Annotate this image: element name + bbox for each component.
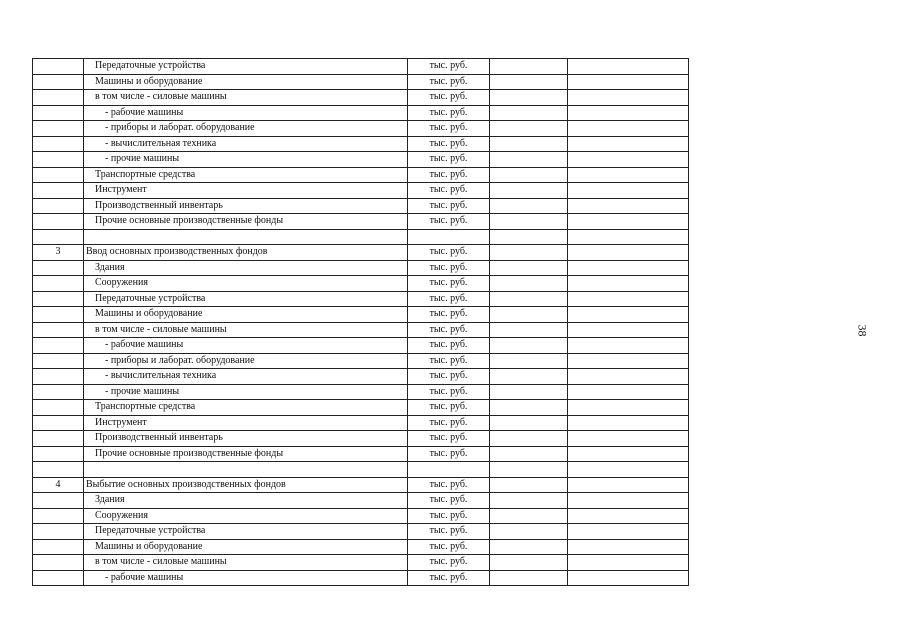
row-name-cell: Прочие основные производственные фонды	[84, 446, 408, 462]
row-value-cell-2	[568, 276, 689, 292]
table-row	[33, 105, 689, 121]
row-value-cell-2	[568, 322, 689, 338]
row-number-cell	[33, 322, 84, 338]
row-name-cell: Здания	[84, 493, 408, 509]
row-value-cell-1	[490, 291, 568, 307]
row-value-cell-2	[568, 415, 689, 431]
table-row	[33, 493, 689, 509]
table-row	[33, 353, 689, 369]
row-name-cell: Машины и оборудование	[84, 539, 408, 555]
row-name-cell: - вычислительная техника	[84, 369, 408, 385]
table-row	[33, 555, 689, 571]
row-value-cell-1	[490, 214, 568, 230]
row-number-cell	[33, 276, 84, 292]
table-row	[33, 338, 689, 354]
row-value-cell-2	[568, 105, 689, 121]
row-unit-cell: тыс. руб.	[408, 121, 490, 137]
row-name-cell: - рабочие машины	[84, 105, 408, 121]
table-row	[33, 508, 689, 524]
row-name-cell: Инструмент	[84, 415, 408, 431]
row-name-cell: Передаточные устройства	[84, 524, 408, 540]
row-name-cell	[84, 229, 408, 245]
row-value-cell-2	[568, 462, 689, 478]
row-unit-cell: тыс. руб.	[408, 524, 490, 540]
table-row	[33, 446, 689, 462]
row-name-cell: Передаточные устройства	[84, 291, 408, 307]
row-value-cell-1	[490, 322, 568, 338]
row-value-cell-2	[568, 183, 689, 199]
row-name-cell: Транспортные средства	[84, 400, 408, 416]
row-number-cell	[33, 229, 84, 245]
row-value-cell-1	[490, 229, 568, 245]
row-name-cell: Производственный инвентарь	[84, 431, 408, 447]
row-value-cell-1	[490, 524, 568, 540]
row-number-cell: 3	[33, 245, 84, 261]
table-row	[33, 59, 689, 75]
table-row	[33, 570, 689, 586]
row-name-cell: - прочие машины	[84, 152, 408, 168]
row-name-cell: - рабочие машины	[84, 570, 408, 586]
row-unit-cell: тыс. руб.	[408, 369, 490, 385]
row-value-cell-2	[568, 539, 689, 555]
row-name-cell: в том числе - силовые машины	[84, 90, 408, 106]
row-unit-cell: тыс. руб.	[408, 260, 490, 276]
row-unit-cell: тыс. руб.	[408, 400, 490, 416]
row-unit-cell: тыс. руб.	[408, 338, 490, 354]
row-number-cell	[33, 198, 84, 214]
row-value-cell-2	[568, 59, 689, 75]
row-value-cell-2	[568, 353, 689, 369]
row-unit-cell: тыс. руб.	[408, 183, 490, 199]
row-value-cell-1	[490, 121, 568, 137]
row-unit-cell: тыс. руб.	[408, 105, 490, 121]
row-number-cell	[33, 121, 84, 137]
row-number-cell	[33, 508, 84, 524]
row-value-cell-2	[568, 508, 689, 524]
row-value-cell-1	[490, 74, 568, 90]
row-number-cell	[33, 74, 84, 90]
table-row	[33, 431, 689, 447]
row-name-cell: - приборы и лаборат. оборудование	[84, 353, 408, 369]
row-unit-cell: тыс. руб.	[408, 74, 490, 90]
row-value-cell-1	[490, 384, 568, 400]
row-name-cell: - рабочие машины	[84, 338, 408, 354]
row-value-cell-1	[490, 353, 568, 369]
table-row	[33, 152, 689, 168]
table-row	[33, 462, 689, 478]
row-value-cell-1	[490, 570, 568, 586]
row-value-cell-2	[568, 369, 689, 385]
row-unit-cell: тыс. руб.	[408, 570, 490, 586]
row-unit-cell: тыс. руб.	[408, 276, 490, 292]
row-name-cell: в том числе - силовые машины	[84, 555, 408, 571]
row-name-cell: - прочие машины	[84, 384, 408, 400]
row-value-cell-2	[568, 152, 689, 168]
row-value-cell-1	[490, 136, 568, 152]
row-number-cell	[33, 90, 84, 106]
row-value-cell-1	[490, 198, 568, 214]
row-number-cell	[33, 431, 84, 447]
row-value-cell-1	[490, 276, 568, 292]
row-value-cell-1	[490, 400, 568, 416]
table-row	[33, 260, 689, 276]
row-unit-cell: тыс. руб.	[408, 198, 490, 214]
row-name-cell	[84, 462, 408, 478]
row-number-cell	[33, 353, 84, 369]
row-value-cell-2	[568, 307, 689, 323]
row-value-cell-1	[490, 508, 568, 524]
funds-table-body	[33, 59, 689, 586]
table-row	[33, 136, 689, 152]
row-value-cell-1	[490, 152, 568, 168]
row-number-cell	[33, 555, 84, 571]
row-unit-cell: тыс. руб.	[408, 152, 490, 168]
row-value-cell-2	[568, 229, 689, 245]
row-value-cell-2	[568, 477, 689, 493]
table-row	[33, 477, 689, 493]
row-name-cell: Машины и оборудование	[84, 74, 408, 90]
table-row	[33, 322, 689, 338]
table-row	[33, 245, 689, 261]
row-number-cell	[33, 524, 84, 540]
row-value-cell-1	[490, 431, 568, 447]
table-row	[33, 198, 689, 214]
row-value-cell-2	[568, 400, 689, 416]
row-value-cell-1	[490, 555, 568, 571]
row-unit-cell: тыс. руб.	[408, 90, 490, 106]
row-unit-cell: тыс. руб.	[408, 353, 490, 369]
row-unit-cell: тыс. руб.	[408, 291, 490, 307]
row-number-cell: 4	[33, 477, 84, 493]
row-value-cell-2	[568, 446, 689, 462]
row-name-cell: Прочие основные производственные фонды	[84, 214, 408, 230]
table-row	[33, 276, 689, 292]
row-value-cell-2	[568, 214, 689, 230]
row-value-cell-2	[568, 570, 689, 586]
row-value-cell-1	[490, 167, 568, 183]
row-number-cell	[33, 369, 84, 385]
row-value-cell-1	[490, 90, 568, 106]
row-number-cell	[33, 291, 84, 307]
table-row	[33, 167, 689, 183]
table-row	[33, 369, 689, 385]
table-row	[33, 415, 689, 431]
row-value-cell-2	[568, 136, 689, 152]
row-unit-cell: тыс. руб.	[408, 307, 490, 323]
table-row	[33, 229, 689, 245]
row-number-cell	[33, 400, 84, 416]
row-number-cell	[33, 338, 84, 354]
row-value-cell-1	[490, 245, 568, 261]
table-row	[33, 183, 689, 199]
row-value-cell-2	[568, 338, 689, 354]
row-number-cell	[33, 152, 84, 168]
table-row	[33, 291, 689, 307]
table-row	[33, 121, 689, 137]
table-row	[33, 539, 689, 555]
row-value-cell-1	[490, 415, 568, 431]
row-number-cell	[33, 462, 84, 478]
row-number-cell	[33, 167, 84, 183]
row-name-cell: Инструмент	[84, 183, 408, 199]
row-value-cell-2	[568, 167, 689, 183]
row-value-cell-2	[568, 384, 689, 400]
row-number-cell	[33, 446, 84, 462]
row-number-cell	[33, 570, 84, 586]
row-value-cell-1	[490, 260, 568, 276]
row-unit-cell: тыс. руб.	[408, 384, 490, 400]
row-unit-cell: тыс. руб.	[408, 477, 490, 493]
row-name-cell: Сооружения	[84, 276, 408, 292]
row-value-cell-2	[568, 74, 689, 90]
row-unit-cell: тыс. руб.	[408, 415, 490, 431]
row-value-cell-1	[490, 59, 568, 75]
row-name-cell: - приборы и лаборат. оборудование	[84, 121, 408, 137]
row-number-cell	[33, 59, 84, 75]
row-number-cell	[33, 136, 84, 152]
row-unit-cell	[408, 462, 490, 478]
row-number-cell	[33, 539, 84, 555]
row-name-cell: Производственный инвентарь	[84, 198, 408, 214]
table-row	[33, 384, 689, 400]
row-value-cell-2	[568, 121, 689, 137]
row-unit-cell: тыс. руб.	[408, 136, 490, 152]
row-number-cell	[33, 307, 84, 323]
table-row	[33, 307, 689, 323]
row-value-cell-1	[490, 493, 568, 509]
row-number-cell	[33, 384, 84, 400]
row-unit-cell: тыс. руб.	[408, 508, 490, 524]
row-value-cell-1	[490, 446, 568, 462]
row-number-cell	[33, 105, 84, 121]
row-unit-cell: тыс. руб.	[408, 446, 490, 462]
row-value-cell-2	[568, 524, 689, 540]
row-number-cell	[33, 183, 84, 199]
row-value-cell-2	[568, 555, 689, 571]
table-row	[33, 524, 689, 540]
row-value-cell-2	[568, 291, 689, 307]
table-row	[33, 90, 689, 106]
page-number: 38	[855, 324, 870, 337]
row-number-cell	[33, 415, 84, 431]
row-value-cell-1	[490, 183, 568, 199]
row-unit-cell: тыс. руб.	[408, 245, 490, 261]
table-row	[33, 214, 689, 230]
table-row	[33, 400, 689, 416]
row-number-cell	[33, 493, 84, 509]
row-unit-cell: тыс. руб.	[408, 59, 490, 75]
row-name-cell: - вычислительная техника	[84, 136, 408, 152]
row-unit-cell: тыс. руб.	[408, 322, 490, 338]
row-value-cell-2	[568, 198, 689, 214]
row-name-cell: Здания	[84, 260, 408, 276]
row-unit-cell: тыс. руб.	[408, 431, 490, 447]
row-value-cell-1	[490, 369, 568, 385]
row-number-cell	[33, 260, 84, 276]
funds-table	[32, 58, 689, 586]
table-row	[33, 74, 689, 90]
row-unit-cell: тыс. руб.	[408, 555, 490, 571]
row-value-cell-1	[490, 462, 568, 478]
row-value-cell-1	[490, 105, 568, 121]
row-unit-cell: тыс. руб.	[408, 167, 490, 183]
row-name-cell: Транспортные средства	[84, 167, 408, 183]
row-unit-cell: тыс. руб.	[408, 214, 490, 230]
funds-table-container	[32, 58, 688, 586]
row-name-cell: Сооружения	[84, 508, 408, 524]
row-name-cell: Выбытие основных производственных фондов	[84, 477, 408, 493]
row-unit-cell: тыс. руб.	[408, 539, 490, 555]
row-value-cell-1	[490, 307, 568, 323]
row-value-cell-1	[490, 477, 568, 493]
row-value-cell-2	[568, 493, 689, 509]
row-value-cell-2	[568, 90, 689, 106]
row-name-cell: Передаточные устройства	[84, 59, 408, 75]
row-value-cell-1	[490, 338, 568, 354]
row-name-cell: Ввод основных производственных фондов	[84, 245, 408, 261]
row-value-cell-2	[568, 431, 689, 447]
row-number-cell	[33, 214, 84, 230]
row-name-cell: Машины и оборудование	[84, 307, 408, 323]
row-unit-cell	[408, 229, 490, 245]
row-unit-cell: тыс. руб.	[408, 493, 490, 509]
row-value-cell-1	[490, 539, 568, 555]
row-value-cell-2	[568, 245, 689, 261]
row-name-cell: в том числе - силовые машины	[84, 322, 408, 338]
row-value-cell-2	[568, 260, 689, 276]
